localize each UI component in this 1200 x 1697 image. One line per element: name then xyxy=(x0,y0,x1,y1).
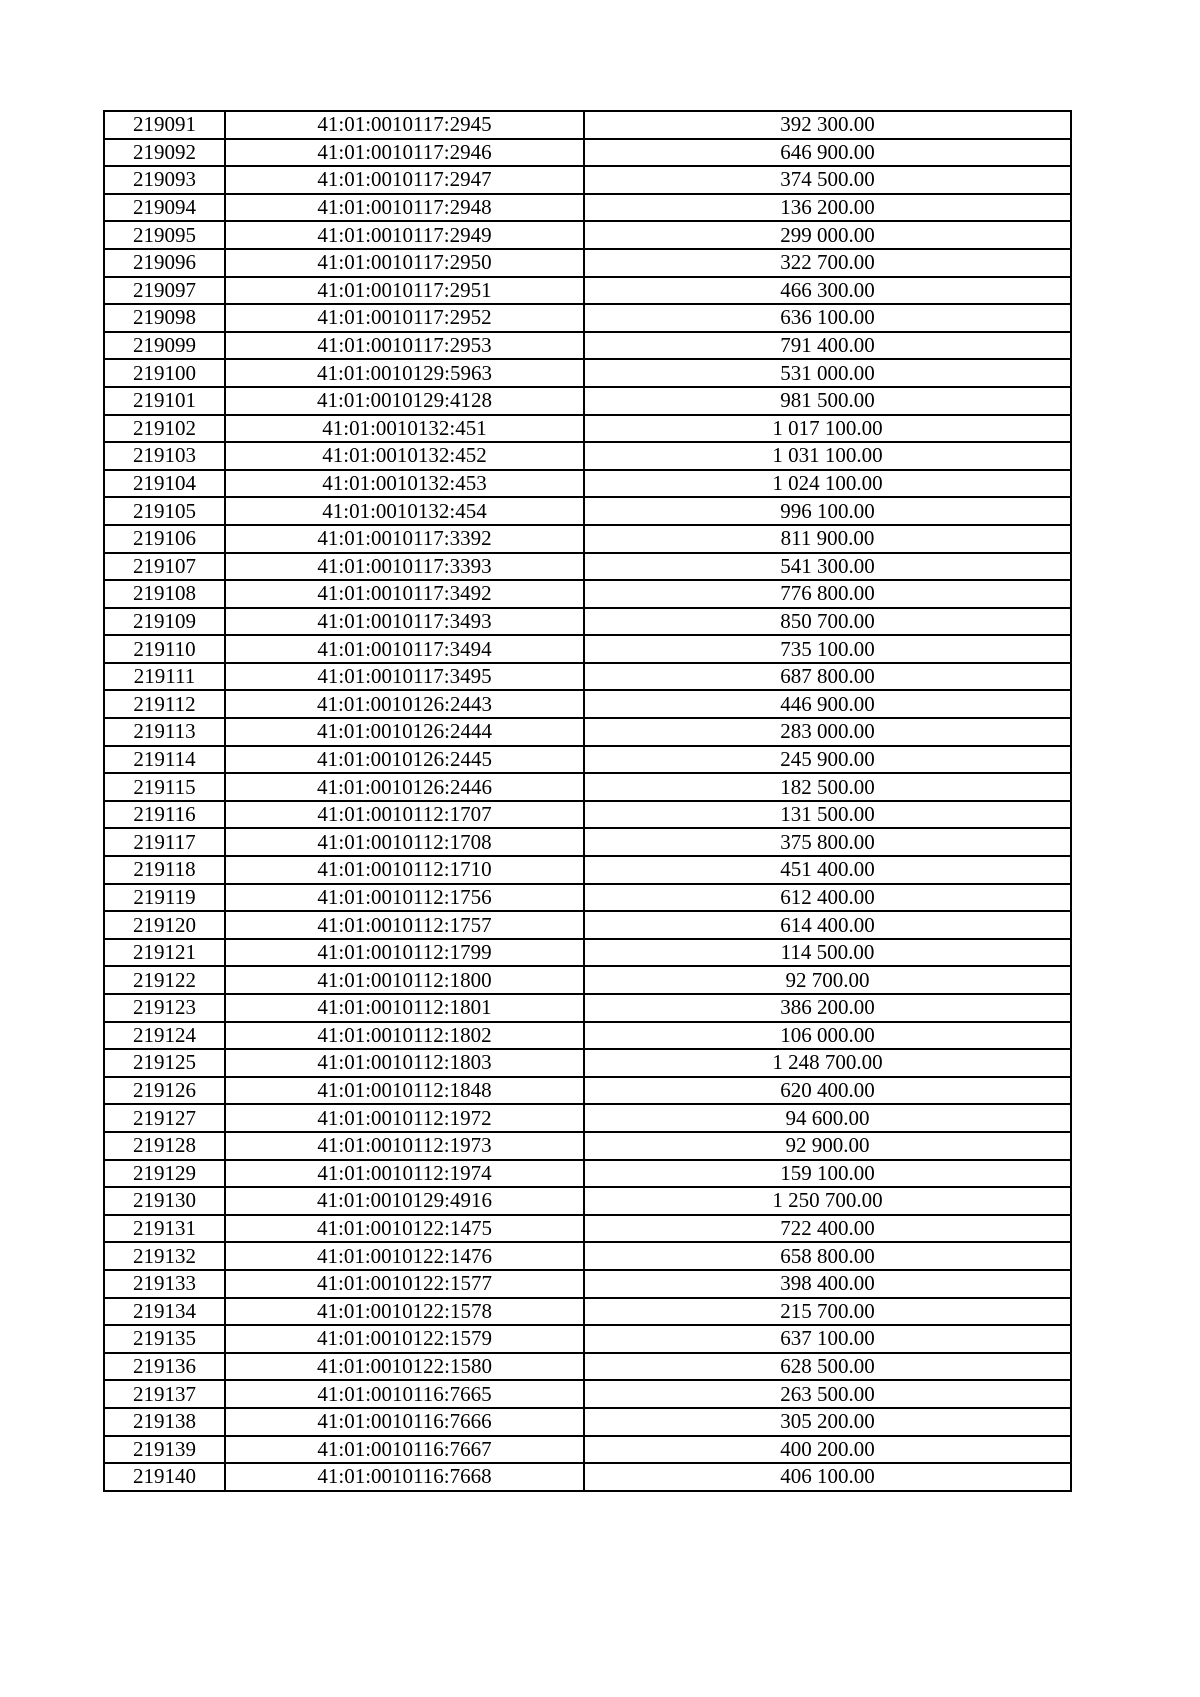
value-cell: 612 400.00 xyxy=(584,884,1071,912)
row-number-cell: 219117 xyxy=(104,828,225,856)
table-row xyxy=(104,1187,1071,1215)
cadastral-number-cell: 41:01:0010126:2445 xyxy=(225,746,584,774)
value-cell: 1 024 100.00 xyxy=(584,470,1071,498)
table-row xyxy=(104,884,1071,912)
row-number-cell: 219138 xyxy=(104,1408,225,1436)
cadastral-number-cell: 41:01:0010132:453 xyxy=(225,470,584,498)
cadastral-number-cell: 41:01:0010117:2953 xyxy=(225,332,584,360)
row-number-cell: 219102 xyxy=(104,415,225,443)
value-cell: 850 700.00 xyxy=(584,608,1071,636)
row-number-cell: 219099 xyxy=(104,332,225,360)
row-number-cell: 219111 xyxy=(104,663,225,691)
table-row xyxy=(104,773,1071,801)
value-cell: 541 300.00 xyxy=(584,553,1071,581)
cadastral-number-cell: 41:01:0010116:7665 xyxy=(225,1380,584,1408)
row-number-cell: 219105 xyxy=(104,497,225,525)
cadastral-number-cell: 41:01:0010112:1800 xyxy=(225,966,584,994)
row-number-cell: 219122 xyxy=(104,966,225,994)
table-row xyxy=(104,801,1071,829)
row-number-cell: 219114 xyxy=(104,746,225,774)
value-cell: 1 250 700.00 xyxy=(584,1187,1071,1215)
table-row xyxy=(104,553,1071,581)
row-number-cell: 219129 xyxy=(104,1160,225,1188)
table-row xyxy=(104,1104,1071,1132)
value-cell: 996 100.00 xyxy=(584,497,1071,525)
value-cell: 531 000.00 xyxy=(584,359,1071,387)
table-row xyxy=(104,1160,1071,1188)
cadastral-number-cell: 41:01:0010112:1708 xyxy=(225,828,584,856)
row-number-cell: 219128 xyxy=(104,1132,225,1160)
table-row xyxy=(104,746,1071,774)
table-row xyxy=(104,663,1071,691)
cadastral-number-cell: 41:01:0010122:1579 xyxy=(225,1325,584,1353)
value-cell: 398 400.00 xyxy=(584,1270,1071,1298)
row-number-cell: 219107 xyxy=(104,553,225,581)
cadastral-number-cell: 41:01:0010112:1802 xyxy=(225,1022,584,1050)
cadastral-number-cell: 41:01:0010117:2948 xyxy=(225,194,584,222)
cadastral-number-cell: 41:01:0010117:2952 xyxy=(225,304,584,332)
row-number-cell: 219131 xyxy=(104,1215,225,1243)
row-number-cell: 219101 xyxy=(104,387,225,415)
table-row xyxy=(104,139,1071,167)
value-cell: 375 800.00 xyxy=(584,828,1071,856)
table-row xyxy=(104,580,1071,608)
table-row xyxy=(104,1242,1071,1270)
cadastral-number-cell: 41:01:0010112:1972 xyxy=(225,1104,584,1132)
cadastral-number-cell: 41:01:0010112:1756 xyxy=(225,884,584,912)
value-cell: 451 400.00 xyxy=(584,856,1071,884)
cadastral-number-cell: 41:01:0010117:2946 xyxy=(225,139,584,167)
row-number-cell: 219133 xyxy=(104,1270,225,1298)
cadastral-number-cell: 41:01:0010117:3492 xyxy=(225,580,584,608)
table-row xyxy=(104,194,1071,222)
value-cell: 215 700.00 xyxy=(584,1298,1071,1326)
cadastral-number-cell: 41:01:0010132:451 xyxy=(225,415,584,443)
value-cell: 94 600.00 xyxy=(584,1104,1071,1132)
value-cell: 305 200.00 xyxy=(584,1408,1071,1436)
value-cell: 386 200.00 xyxy=(584,994,1071,1022)
cadastral-number-cell: 41:01:0010132:454 xyxy=(225,497,584,525)
cadastral-number-cell: 41:01:0010129:5963 xyxy=(225,359,584,387)
cadastral-number-cell: 41:01:0010112:1848 xyxy=(225,1077,584,1105)
cadastral-number-cell: 41:01:0010122:1577 xyxy=(225,1270,584,1298)
row-number-cell: 219097 xyxy=(104,277,225,305)
row-number-cell: 219104 xyxy=(104,470,225,498)
row-number-cell: 219106 xyxy=(104,525,225,553)
row-number-cell: 219110 xyxy=(104,635,225,663)
value-cell: 658 800.00 xyxy=(584,1242,1071,1270)
table-row xyxy=(104,608,1071,636)
cadastral-number-cell: 41:01:0010112:1974 xyxy=(225,1160,584,1188)
table-row xyxy=(104,387,1071,415)
value-cell: 811 900.00 xyxy=(584,525,1071,553)
row-number-cell: 219096 xyxy=(104,249,225,277)
row-number-cell: 219115 xyxy=(104,773,225,801)
table-row xyxy=(104,939,1071,967)
row-number-cell: 219121 xyxy=(104,939,225,967)
table-row xyxy=(104,1298,1071,1326)
cadastral-number-cell: 41:01:0010116:7668 xyxy=(225,1463,584,1491)
row-number-cell: 219093 xyxy=(104,166,225,194)
value-cell: 392 300.00 xyxy=(584,111,1071,139)
cadastral-number-cell: 41:01:0010112:1801 xyxy=(225,994,584,1022)
table-row xyxy=(104,856,1071,884)
value-cell: 245 900.00 xyxy=(584,746,1071,774)
cadastral-number-cell: 41:01:0010117:3494 xyxy=(225,635,584,663)
table-row xyxy=(104,966,1071,994)
cadastral-number-cell: 41:01:0010122:1580 xyxy=(225,1353,584,1381)
value-cell: 400 200.00 xyxy=(584,1436,1071,1464)
cadastral-number-cell: 41:01:0010112:1799 xyxy=(225,939,584,967)
value-cell: 263 500.00 xyxy=(584,1380,1071,1408)
table-row xyxy=(104,690,1071,718)
table-row xyxy=(104,1436,1071,1464)
table-row xyxy=(104,249,1071,277)
row-number-cell: 219125 xyxy=(104,1049,225,1077)
row-number-cell: 219140 xyxy=(104,1463,225,1491)
value-cell: 636 100.00 xyxy=(584,304,1071,332)
table-row xyxy=(104,497,1071,525)
cadastral-number-cell: 41:01:0010129:4916 xyxy=(225,1187,584,1215)
table-row xyxy=(104,635,1071,663)
value-cell: 1 031 100.00 xyxy=(584,442,1071,470)
row-number-cell: 219094 xyxy=(104,194,225,222)
table-row xyxy=(104,1077,1071,1105)
cadastral-number-cell: 41:01:0010117:3493 xyxy=(225,608,584,636)
row-number-cell: 219130 xyxy=(104,1187,225,1215)
value-cell: 1 017 100.00 xyxy=(584,415,1071,443)
table-row xyxy=(104,1132,1071,1160)
table-row xyxy=(104,1380,1071,1408)
table-row xyxy=(104,1353,1071,1381)
value-cell: 722 400.00 xyxy=(584,1215,1071,1243)
cadastral-number-cell: 41:01:0010117:2950 xyxy=(225,249,584,277)
table-row xyxy=(104,304,1071,332)
value-cell: 283 000.00 xyxy=(584,718,1071,746)
value-cell: 446 900.00 xyxy=(584,690,1071,718)
table-row xyxy=(104,221,1071,249)
cadastral-number-cell: 41:01:0010112:1803 xyxy=(225,1049,584,1077)
row-number-cell: 219098 xyxy=(104,304,225,332)
value-cell: 92 700.00 xyxy=(584,966,1071,994)
value-cell: 299 000.00 xyxy=(584,221,1071,249)
value-cell: 131 500.00 xyxy=(584,801,1071,829)
value-cell: 981 500.00 xyxy=(584,387,1071,415)
value-cell: 637 100.00 xyxy=(584,1325,1071,1353)
table-row xyxy=(104,442,1071,470)
value-cell: 646 900.00 xyxy=(584,139,1071,167)
table-row xyxy=(104,525,1071,553)
row-number-cell: 219137 xyxy=(104,1380,225,1408)
cadastral-number-cell: 41:01:0010117:3393 xyxy=(225,553,584,581)
value-cell: 620 400.00 xyxy=(584,1077,1071,1105)
value-cell: 159 100.00 xyxy=(584,1160,1071,1188)
value-cell: 614 400.00 xyxy=(584,911,1071,939)
table-row xyxy=(104,994,1071,1022)
value-cell: 791 400.00 xyxy=(584,332,1071,360)
table-row xyxy=(104,1408,1071,1436)
cadastral-number-cell: 41:01:0010122:1578 xyxy=(225,1298,584,1326)
cadastral-number-cell: 41:01:0010126:2446 xyxy=(225,773,584,801)
table-row xyxy=(104,828,1071,856)
table-row xyxy=(104,359,1071,387)
value-cell: 406 100.00 xyxy=(584,1463,1071,1491)
table-row xyxy=(104,718,1071,746)
table-row xyxy=(104,1325,1071,1353)
table-row xyxy=(104,911,1071,939)
row-number-cell: 219095 xyxy=(104,221,225,249)
cadastral-number-cell: 41:01:0010112:1710 xyxy=(225,856,584,884)
cadastral-number-cell: 41:01:0010116:7666 xyxy=(225,1408,584,1436)
cadastral-number-cell: 41:01:0010112:1707 xyxy=(225,801,584,829)
row-number-cell: 219116 xyxy=(104,801,225,829)
cadastral-value-table xyxy=(103,110,1072,1492)
table-row xyxy=(104,1022,1071,1050)
table-row xyxy=(104,332,1071,360)
cadastral-number-cell: 41:01:0010112:1757 xyxy=(225,911,584,939)
table-body xyxy=(104,111,1071,1491)
table-row xyxy=(104,111,1071,139)
row-number-cell: 219103 xyxy=(104,442,225,470)
cadastral-number-cell: 41:01:0010132:452 xyxy=(225,442,584,470)
cadastral-number-cell: 41:01:0010117:3495 xyxy=(225,663,584,691)
table-row xyxy=(104,1215,1071,1243)
value-cell: 106 000.00 xyxy=(584,1022,1071,1050)
row-number-cell: 219112 xyxy=(104,690,225,718)
value-cell: 776 800.00 xyxy=(584,580,1071,608)
table-row xyxy=(104,277,1071,305)
cadastral-number-cell: 41:01:0010126:2443 xyxy=(225,690,584,718)
table-row xyxy=(104,415,1071,443)
value-cell: 92 900.00 xyxy=(584,1132,1071,1160)
value-cell: 466 300.00 xyxy=(584,277,1071,305)
value-cell: 1 248 700.00 xyxy=(584,1049,1071,1077)
row-number-cell: 219127 xyxy=(104,1104,225,1132)
value-cell: 628 500.00 xyxy=(584,1353,1071,1381)
row-number-cell: 219100 xyxy=(104,359,225,387)
row-number-cell: 219139 xyxy=(104,1436,225,1464)
row-number-cell: 219132 xyxy=(104,1242,225,1270)
row-number-cell: 219092 xyxy=(104,139,225,167)
table-row xyxy=(104,166,1071,194)
row-number-cell: 219108 xyxy=(104,580,225,608)
table-row xyxy=(104,1463,1071,1491)
cadastral-number-cell: 41:01:0010126:2444 xyxy=(225,718,584,746)
cadastral-number-cell: 41:01:0010117:2951 xyxy=(225,277,584,305)
row-number-cell: 219134 xyxy=(104,1298,225,1326)
row-number-cell: 219126 xyxy=(104,1077,225,1105)
cadastral-number-cell: 41:01:0010122:1475 xyxy=(225,1215,584,1243)
cadastral-number-cell: 41:01:0010117:2947 xyxy=(225,166,584,194)
table-row xyxy=(104,1049,1071,1077)
row-number-cell: 219120 xyxy=(104,911,225,939)
value-cell: 687 800.00 xyxy=(584,663,1071,691)
value-cell: 136 200.00 xyxy=(584,194,1071,222)
cadastral-number-cell: 41:01:0010117:2949 xyxy=(225,221,584,249)
cadastral-number-cell: 41:01:0010129:4128 xyxy=(225,387,584,415)
row-number-cell: 219124 xyxy=(104,1022,225,1050)
value-cell: 735 100.00 xyxy=(584,635,1071,663)
value-cell: 374 500.00 xyxy=(584,166,1071,194)
row-number-cell: 219123 xyxy=(104,994,225,1022)
table-row xyxy=(104,1270,1071,1298)
table-row xyxy=(104,470,1071,498)
row-number-cell: 219091 xyxy=(104,111,225,139)
cadastral-number-cell: 41:01:0010117:3392 xyxy=(225,525,584,553)
value-cell: 322 700.00 xyxy=(584,249,1071,277)
row-number-cell: 219135 xyxy=(104,1325,225,1353)
cadastral-number-cell: 41:01:0010117:2945 xyxy=(225,111,584,139)
cadastral-number-cell: 41:01:0010116:7667 xyxy=(225,1436,584,1464)
row-number-cell: 219118 xyxy=(104,856,225,884)
row-number-cell: 219113 xyxy=(104,718,225,746)
value-cell: 114 500.00 xyxy=(584,939,1071,967)
row-number-cell: 219136 xyxy=(104,1353,225,1381)
cadastral-number-cell: 41:01:0010112:1973 xyxy=(225,1132,584,1160)
row-number-cell: 219119 xyxy=(104,884,225,912)
cadastral-number-cell: 41:01:0010122:1476 xyxy=(225,1242,584,1270)
value-cell: 182 500.00 xyxy=(584,773,1071,801)
row-number-cell: 219109 xyxy=(104,608,225,636)
